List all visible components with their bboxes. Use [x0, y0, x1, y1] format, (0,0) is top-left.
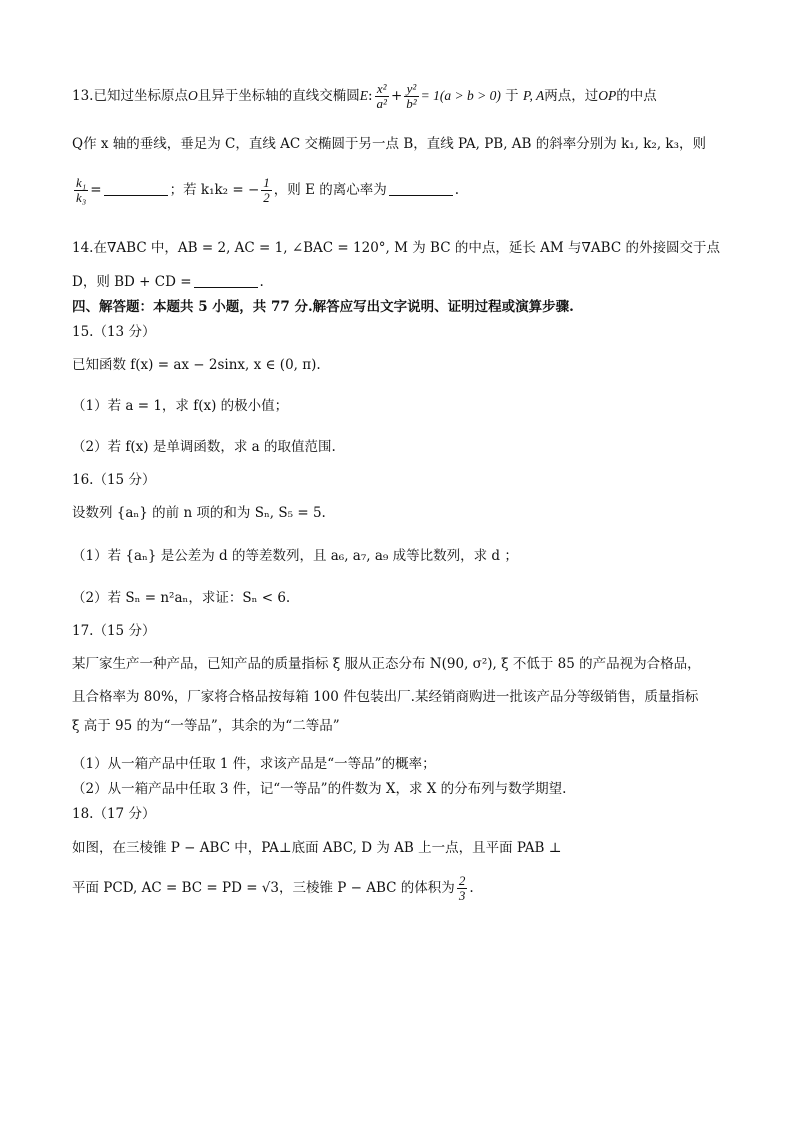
half-den: 2	[263, 190, 270, 205]
q16-part2: （2）若 Sₙ = n²aₙ，求证：Sₙ < 6.	[72, 590, 291, 606]
k1-num: k₁	[76, 175, 87, 190]
ellipse-condition: = 1(a > b > 0)	[420, 88, 501, 103]
q16-part1: （1）若 {aₙ} 是公差为 d 的等差数列，且 a₆, a₇, a₉ 成等比数列，求 d ；	[72, 548, 518, 564]
q15-part1: （1）若 a = 1，求 f(x) 的极小值；	[72, 398, 289, 414]
q17-part1: （1）从一箱产品中任取 1 件，求该产品是“一等品”的概率；	[72, 756, 436, 772]
q16-stem: 设数列 {aₙ} 的前 n 项的和为 Sₙ, S₅ = 5.	[72, 505, 326, 521]
q13-text-d: 于	[505, 88, 519, 104]
half-num: 1	[263, 175, 270, 190]
q17-stem1: 某厂家生产一种产品，已知产品的质量指标 ξ 服从正态分布 N(90, σ²), ξ 不低于 85 的产品视为合格品，	[72, 656, 701, 672]
q15-part2: （2）若 f(x) 是单调函数，求 a 的取值范围.	[72, 439, 336, 455]
q13-text-b: 且异于坐标轴的直线交椭圆	[197, 88, 360, 104]
q17-stem2: 且合格率为 80%，厂家将合格品按每箱 100 件包装出厂.某经销商购进一批该产品分等级销售，质量指标	[72, 689, 699, 705]
q13-period: .	[454, 182, 460, 198]
q13-text-f: 的中点	[616, 88, 657, 104]
q13-var-O: O	[187, 88, 198, 103]
q13-text-a: 13.已知过坐标原点	[72, 88, 188, 104]
ellipse-frac-x	[375, 82, 389, 111]
q13-var-PA: P, A	[522, 88, 545, 103]
k3-den: k₃	[76, 190, 87, 205]
q17-head: 17.（15 分）	[72, 623, 156, 639]
q18-stem2	[72, 872, 474, 904]
ellipse-b-den: b²	[406, 96, 417, 111]
q18-head: 18.（17 分）	[72, 806, 156, 822]
ellipse-y-num: y²	[404, 82, 418, 97]
volume-den: 3	[458, 888, 466, 903]
half-frac	[261, 176, 272, 205]
q14-line2	[72, 272, 264, 292]
answer-blank-2	[389, 181, 453, 196]
k1-over-k3	[74, 176, 88, 205]
q16-head: 16.（15 分）	[72, 472, 156, 488]
q14-text-a: D，则 BD + CD =	[72, 274, 192, 290]
q13-line3	[72, 176, 459, 205]
q13-var-E: E	[359, 88, 368, 103]
q15-head: 15.（13 分）	[72, 324, 156, 340]
ellipse-a-den: a²	[376, 96, 387, 111]
q17-stem3: ξ 高于 95 的为“一等品”，其余的为“二等品”	[72, 718, 340, 734]
q18-stem1: 如图，在三棱锥 P − ABC 中，PA⊥底面 ABC, D 为 AB 上一点，且平面 PAB ⊥	[72, 840, 562, 856]
section-heading: 四、解答题：本题共 5 小题，共 77 分.解答应写出文字说明、证明过程或演算步骤.	[72, 299, 574, 315]
ellipse-x-num: x²	[375, 82, 389, 97]
q13-var-OP: OP	[598, 88, 617, 103]
q13-eq: =	[90, 182, 102, 198]
volume-num: 2	[458, 873, 466, 888]
q14-period: .	[259, 274, 264, 290]
q15-stem: 已知函数 f(x) = ax − 2sinx, x ∈ (0, π).	[72, 357, 321, 373]
volume-frac	[457, 874, 468, 903]
q13-line1: 13.已知过坐标原点O且异于坐标轴的直线交椭圆E: $\frac{\text{x²}}{\text{a²}}$ + $\frac{\text{y²}}{\text{b²}}$ = 1(a > b > 0) 于 P, A两点，过OP的中点	[72, 81, 657, 111]
q14-line1: 14.在∇ABC 中，AB = 2, AC = 1, ∠BAC = 120°, M 为 BC 的中点，延长 AM 与∇ABC 的外接圆交于点	[72, 240, 720, 256]
answer-blank-1	[104, 181, 168, 196]
q13-text-e: 两点，过	[544, 88, 599, 104]
q13-line2: Q作 x 轴的垂线，垂足为 C，直线 AC 交椭圆于另一点 B，直线 PA, PB, AB 的斜率分别为 k₁, k₂, k₃，则	[72, 136, 707, 152]
q13-text-k1k2: ；若 k₁k₂ = −	[169, 182, 260, 198]
q17-part2: （2）从一箱产品中任取 3 件，记“一等品”的件数为 X，求 X 的分布列与数学期望.	[72, 781, 567, 797]
q18-text-a: 平面 PCD, AC = BC = PD = √3，三棱锥 P − ABC 的体积为	[72, 880, 455, 896]
q13-text-ecc: ，则 E 的离心率为	[273, 182, 387, 198]
q18-period: .	[469, 880, 474, 896]
answer-blank-3	[194, 273, 258, 288]
ellipse-frac-y	[404, 82, 418, 111]
